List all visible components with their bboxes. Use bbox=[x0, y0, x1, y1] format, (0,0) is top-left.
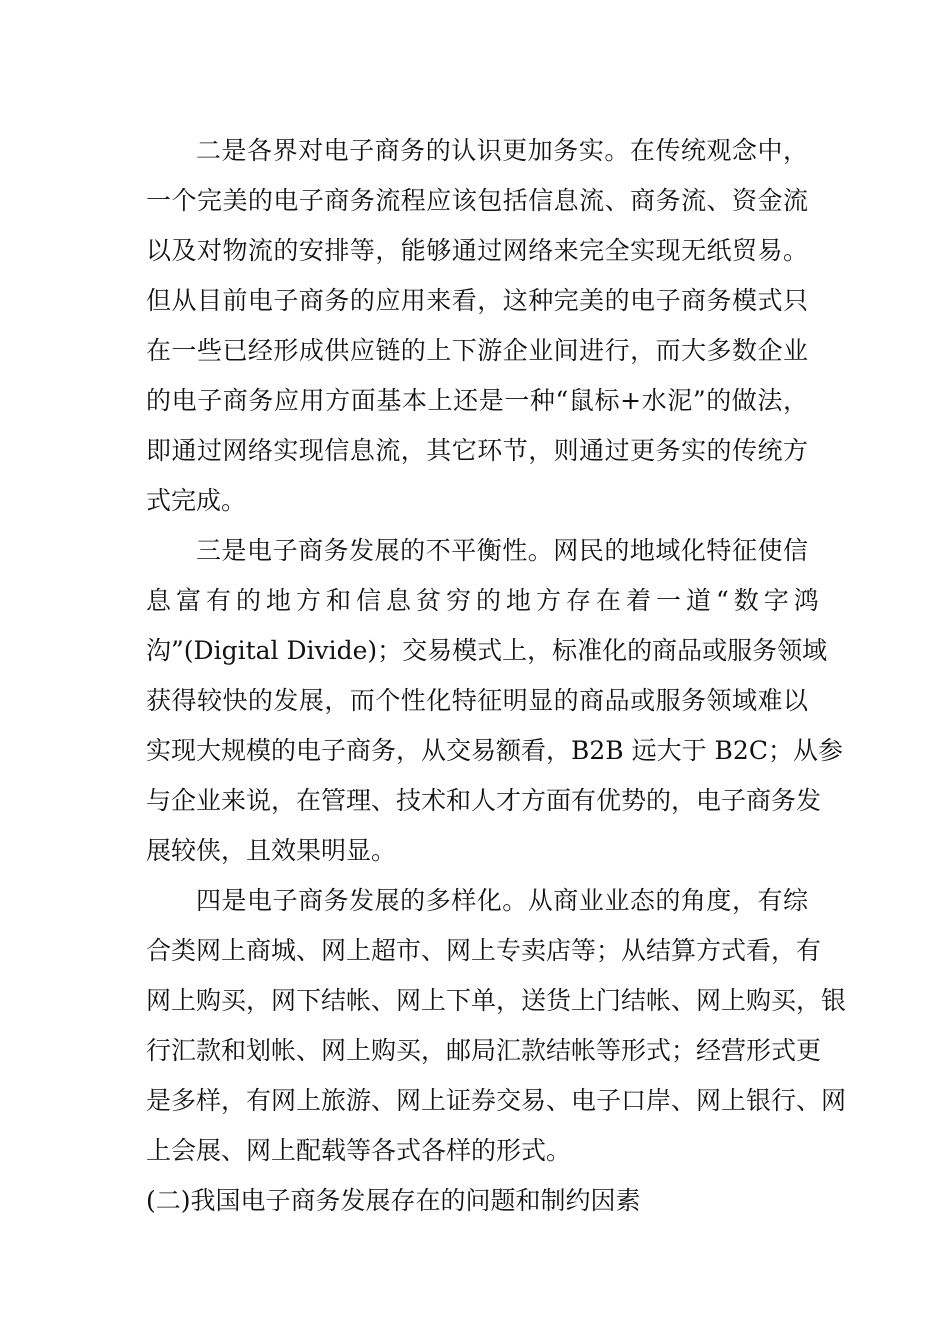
paragraph-line: 合类网上商城、网上超市、网上专卖店等；从结算方式看，有 bbox=[146, 936, 822, 965]
paragraph-line: 二是各界对电子商务的认识更加务实。在传统观念中， bbox=[196, 136, 808, 165]
document-page bbox=[146, 126, 847, 1226]
paragraph-line: 式完成。 bbox=[146, 486, 247, 515]
paragraph-line: 四是电子商务发展的多样化。从商业业态的角度，有综 bbox=[196, 886, 808, 915]
paragraph-line: 一个完美的电子商务流程应该包括信息流、商务流、资金流 bbox=[146, 186, 808, 215]
paragraph-line: 获得较快的发展，而个性化特征明显的商品或服务领域难以 bbox=[146, 686, 808, 715]
paragraph-line: 息富有的地方和信息贫穷的地方存在着一道“数字鸿 bbox=[146, 586, 824, 615]
paragraph-line: 实现大规模的电子商务，从交易额看，B2B 远大于 B2C；从参 bbox=[146, 736, 843, 765]
paragraph-line: 上会展、网上配载等各式各样的形式。 bbox=[146, 1136, 572, 1165]
section-heading: (二)我国电子商务发展存在的问题和制约因素 bbox=[146, 1186, 641, 1215]
paragraph-line: 与企业来说，在管理、技术和人才方面有优势的，电子商务发 bbox=[146, 786, 822, 815]
paragraph-line: 但从目前电子商务的应用来看，这种完美的电子商务模式只 bbox=[146, 286, 808, 315]
paragraph-2 bbox=[146, 126, 808, 526]
paragraph-3 bbox=[146, 526, 843, 876]
paragraph-line: 三是电子商务发展的不平衡性。网民的地域化特征使信 bbox=[196, 536, 808, 565]
paragraph-line: 行汇款和划帐、网上购买，邮局汇款结帐等形式；经营形式更 bbox=[146, 1036, 822, 1065]
paragraph-line: 网上购买，网下结帐、网上下单，送货上门结帐、网上购买，银 bbox=[146, 986, 847, 1015]
paragraph-line: 是多样，有网上旅游、网上证券交易、电子口岸、网上银行、网 bbox=[146, 1086, 847, 1115]
paragraph-line: 在一些已经形成供应链的上下游企业间进行，而大多数企业 bbox=[146, 336, 808, 365]
paragraph-line: 的电子商务应用方面基本上还是一种“鼠标+水泥”的做法， bbox=[146, 386, 808, 415]
paragraph-line: 沟”(Digital Divide)；交易模式上，标准化的商品或服务领域 bbox=[146, 636, 828, 665]
paragraph-line: 以及对物流的安排等，能够通过网络来完全实现无纸贸易。 bbox=[146, 236, 808, 265]
paragraph-line: 展较侠，且效果明显。 bbox=[146, 836, 397, 865]
paragraph-line: 即通过网络实现信息流，其它环节，则通过更务实的传统方 bbox=[146, 436, 808, 465]
paragraph-4 bbox=[146, 876, 847, 1176]
